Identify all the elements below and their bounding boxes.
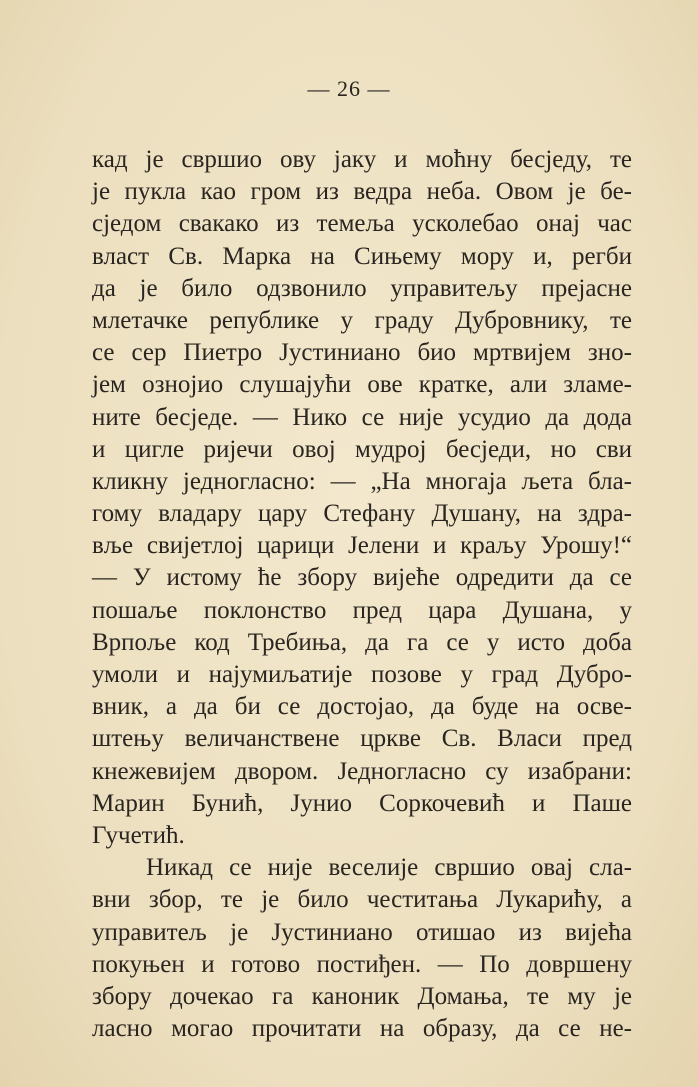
text-line: гому владару цару Стефану Душану, на здра- (92, 500, 632, 528)
text-line: се сер Пиетро Јустиниано био мртвијем зно- (92, 339, 632, 367)
text-line: Гучетић. (92, 821, 185, 849)
text-line: сједом свакако из темеља усколебао онај час (92, 210, 632, 238)
text-line: вни збор, те је било честитања Лукарићу, а (92, 886, 632, 914)
text-line: власт Св. Марка на Сињему мору и, регби (92, 242, 632, 270)
text-line: — У истому ће збору вијеће одредити да се (92, 564, 632, 592)
text-line: млетачке републике у граду Дубровнику, те (92, 306, 632, 334)
text-line: је пукла као гром из ведра неба. Овом је бе- (92, 178, 632, 206)
text-line: вље свијетлој царици Јелени и краљу Урошу!“ (92, 532, 632, 560)
text-line: кнежевијем двором. Једногласно су изабрани: (92, 757, 632, 785)
text-line: вник, а да би се достојао, да буде на осве- (92, 693, 632, 721)
text-line: ласно могао прочитати на образу, да се не- (92, 1015, 632, 1043)
text-line: кад је свршио ову јаку и моћну бесједу, те (92, 146, 632, 173)
text-line: умоли и најумиљатије позове у град Дубро- (92, 661, 632, 688)
text-line: и цигле ријечи овој мудрој бесједи, но сви (92, 435, 632, 463)
text-line: Марин Бунић, Јунио Соркочевић и Паше (92, 789, 632, 817)
text-line: Никад се није веселије свршио овај сла- (146, 854, 632, 882)
text-line: ните бесједе. — Нико се није усудио да дода (92, 403, 632, 431)
page-number: — 26 — (307, 76, 391, 101)
body-text (92, 144, 632, 1045)
text-line: кликну једногласно: — „На многаја љета бла- (92, 467, 632, 495)
text-line: да је било одзвонило управитељу прејасне (92, 274, 632, 302)
text-line: управитељ је Јустиниано отишао из вијећа (92, 918, 632, 946)
text-line: штењу величанствене цркве Св. Власи пред (92, 725, 632, 753)
text-line: покуњен и готово постиђен. — По довршену (92, 950, 632, 978)
text-line: пошаље поклонство пред цара Душана, у (92, 596, 632, 624)
text-line: збору дочекао га каноник Домања, те му је (92, 982, 632, 1010)
text-line: јем ознојио слушајући ове кратке, али зламе- (92, 371, 632, 399)
text-line: Врпоље код Требиња, да га се у исто доба (92, 628, 632, 656)
